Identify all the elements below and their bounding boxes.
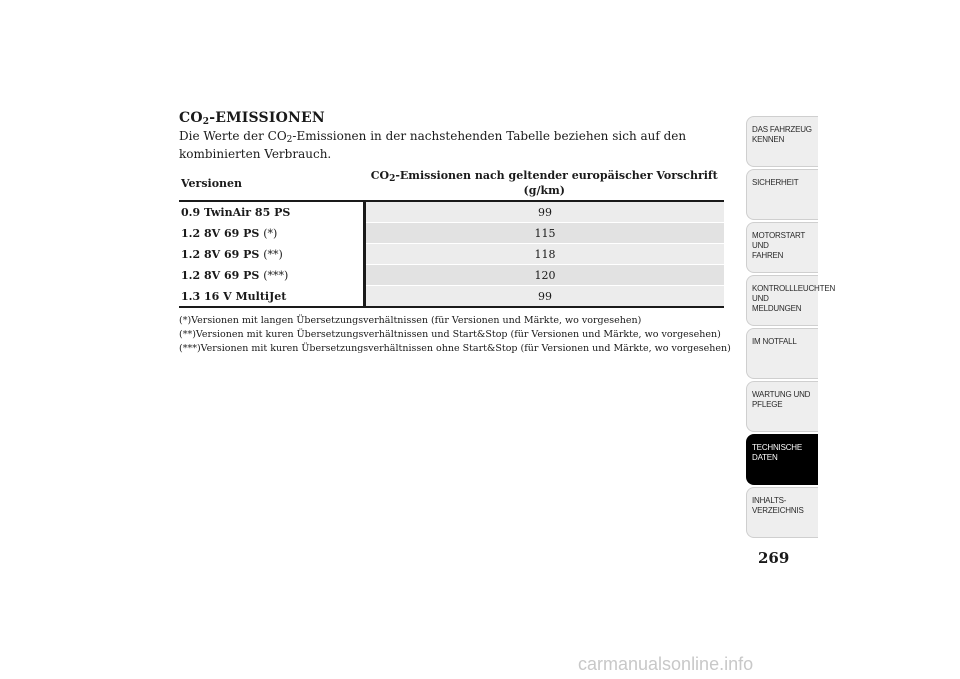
version-cell: 1.2 8V 69 PS (**) [179,244,365,265]
tab-sicherheit[interactable]: SICHERHEIT [746,169,818,220]
emission-value: 120 [365,265,725,286]
version-cell: 0.9 TwinAir 85 PS [179,201,365,223]
tab-im-notfall[interactable]: IM NOTFALL [746,328,818,379]
header-versions: Versionen [181,176,243,190]
table-row [179,265,724,286]
table-row [179,244,724,265]
tab-kontrollleuchten[interactable]: KONTROLLLEUCHTEN UND MELDUNGEN [746,275,818,326]
emissions-table [179,167,724,308]
watermark: carmanualsonline.info [578,654,754,674]
emission-value: 115 [365,223,725,244]
emission-value: 99 [365,201,725,223]
emission-value: 99 [365,286,725,308]
tab-motorstart-und-fahren[interactable]: MOTORSTART UND FAHREN [746,222,818,273]
footnote: (*)Versionen mit langen Übersetzungsverhältnissen (für Versionen und Märkte, wo vorgesehen) [179,315,642,326]
tab-inhaltsverzeichnis[interactable]: INHALTS- VERZEICHNIS [746,487,818,538]
chapter-tabs [746,116,836,540]
header-emissions: $CO_2$-Emissionen nach geltender europäischer Vorschrift (g/km) [370,169,718,197]
tab-das-fahrzeug-kennen[interactable]: DAS FAHRZEUG KENNEN [746,116,818,167]
content-area [179,110,731,356]
version-cell: 1.2 8V 69 PS (*) [179,223,365,244]
version-cell: 1.3 16 V MultiJet [179,286,365,308]
tab-wartung-und-pflege[interactable]: WARTUNG UND PFLEGE [746,381,818,432]
footnotes [179,314,731,356]
page-number: 269 [758,549,790,567]
table-row [179,223,724,244]
emission-value: 118 [365,244,725,265]
tab-technische-daten[interactable]: TECHNISCHE DATEN [746,434,818,485]
footnote: (**)Versionen mit kuren Übersetzungsverhältnissen und Start&Stop (für Versionen und Märkte, wo vorgesehen) [179,329,721,340]
version-cell: 1.2 8V 69 PS (***) [179,265,365,286]
table-row [179,201,724,223]
table-header-row [179,167,724,201]
section-title: $CO_2$-EMISSIONEN [179,110,325,127]
intro-text: Die Werte der $CO_2$-Emissionen in der nachstehenden Tabelle beziehen sich auf den kombinierten Verbrauch. [179,129,687,161]
footnote: (***)Versionen mit kuren Übersetzungsverhältnissen ohne Start&Stop (für Versionen und Märkte, wo vorgesehen) [179,343,731,354]
table-row [179,286,724,308]
